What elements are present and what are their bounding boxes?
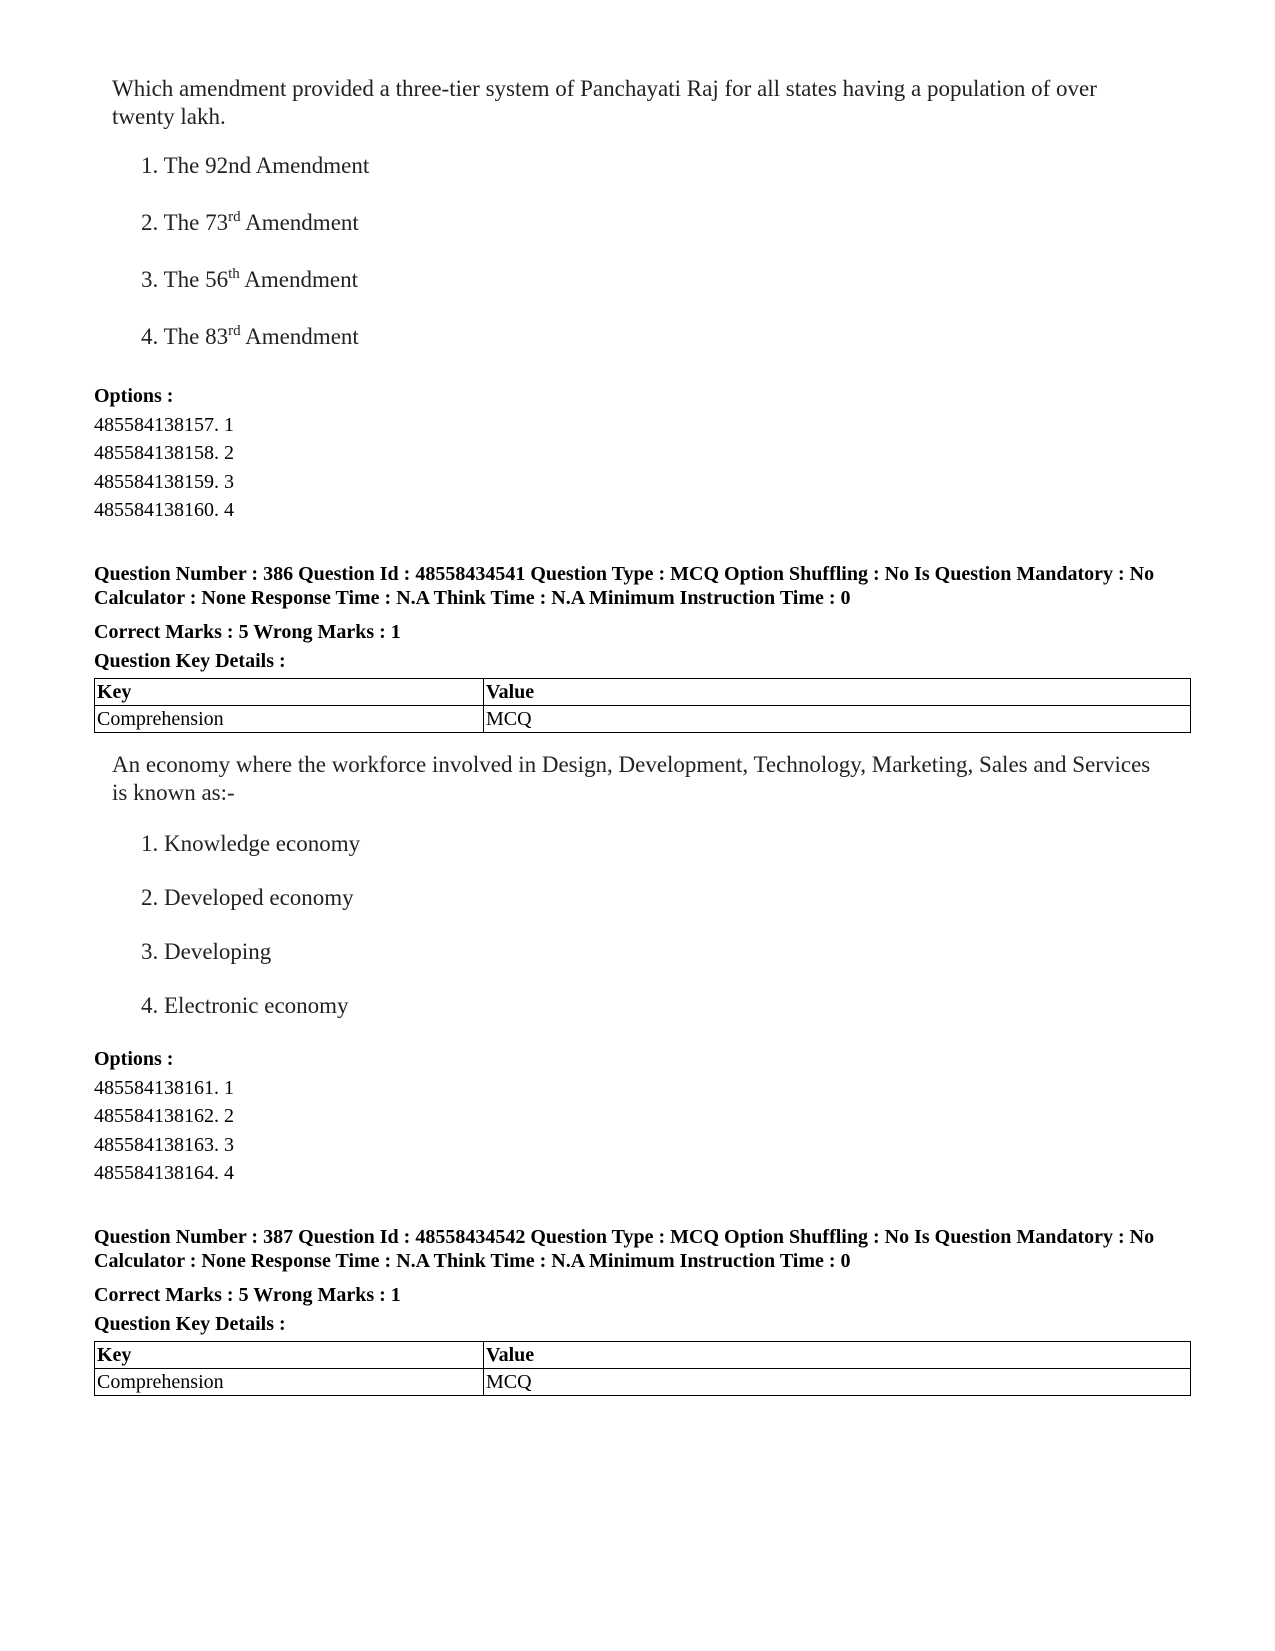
question-text: An economy where the workforce involved in Design, Development, Technology, Marketing, Sales and Services is known as:- bbox=[112, 752, 1151, 805]
choice-3 bbox=[141, 267, 358, 293]
key-details-label: Question Key Details : bbox=[94, 1313, 286, 1335]
choice-4 bbox=[141, 324, 359, 350]
option-id: 485584138159. 3 bbox=[94, 471, 234, 493]
choice-superscript: th bbox=[228, 266, 240, 282]
marks: Correct Marks : 5 Wrong Marks : 1 bbox=[94, 1284, 401, 1306]
key-details-label: Question Key Details : bbox=[94, 650, 286, 672]
option-id: 485584138160. 4 bbox=[94, 499, 234, 521]
table-header-value: Value bbox=[484, 1342, 1191, 1369]
question-meta: Question Number : 387 Question Id : 48558434542 Question Type : MCQ Option Shuffling : No Is Question Mandatory : No Calculator : None Response Time : N.A Think Time : N.A Minimum Instruction Time : 0 bbox=[94, 1226, 1155, 1272]
choice-text-suffix: Amendment bbox=[240, 324, 359, 349]
table-row bbox=[95, 1369, 1191, 1396]
question-meta: Question Number : 386 Question Id : 48558434541 Question Type : MCQ Option Shuffling : No Is Question Mandatory : No Calculator : None Response Time : N.A Think Time : N.A Minimum Instruction Time : 0 bbox=[94, 563, 1155, 609]
table-cell-key: Comprehension bbox=[95, 706, 484, 733]
option-id: 485584138162. 2 bbox=[94, 1105, 234, 1127]
options-label: Options : bbox=[94, 385, 174, 407]
choice-superscript: rd bbox=[228, 209, 241, 225]
choice-number: 2. bbox=[141, 210, 159, 235]
marks: Correct Marks : 5 Wrong Marks : 1 bbox=[94, 621, 401, 643]
choice-1: 1. Knowledge economy bbox=[141, 831, 361, 856]
table-header-key: Key bbox=[95, 679, 484, 706]
table-header-row bbox=[95, 679, 1191, 706]
choice-2 bbox=[141, 210, 359, 236]
choice-4: 4. Electronic economy bbox=[141, 993, 349, 1018]
choice-text: The 73 bbox=[163, 210, 229, 235]
option-id: 485584138164. 4 bbox=[94, 1162, 234, 1184]
options-label: Options : bbox=[94, 1048, 174, 1070]
choice-text: The 92nd Amendment bbox=[163, 153, 370, 178]
table-row bbox=[95, 706, 1191, 733]
choice-number: 1. bbox=[141, 153, 159, 178]
table-header-row bbox=[95, 1342, 1191, 1369]
option-id: 485584138161. 1 bbox=[94, 1077, 234, 1099]
option-id: 485584138157. 1 bbox=[94, 414, 234, 436]
question-text: Which amendment provided a three-tier system of Panchayati Raj for all states having a population of over twenty lakh. bbox=[112, 76, 1097, 129]
choice-number: 3. bbox=[141, 267, 159, 292]
choice-number: 4. bbox=[141, 324, 159, 349]
choice-text: The 83 bbox=[163, 324, 229, 349]
table-cell-key: Comprehension bbox=[95, 1369, 484, 1396]
choice-1 bbox=[141, 153, 369, 179]
key-details-table bbox=[94, 678, 1191, 733]
choice-superscript: rd bbox=[228, 323, 241, 339]
table-cell-value: MCQ bbox=[484, 706, 1191, 733]
choice-text-suffix: Amendment bbox=[239, 267, 358, 292]
key-details-table bbox=[94, 1341, 1191, 1396]
choice-text: The 56 bbox=[163, 267, 229, 292]
table-header-value: Value bbox=[484, 679, 1191, 706]
table-header-key: Key bbox=[95, 1342, 484, 1369]
option-id: 485584138158. 2 bbox=[94, 442, 234, 464]
option-id: 485584138163. 3 bbox=[94, 1134, 234, 1156]
table-cell-value: MCQ bbox=[484, 1369, 1191, 1396]
choice-text-suffix: Amendment bbox=[240, 210, 359, 235]
choice-3: 3. Developing bbox=[141, 939, 272, 964]
choice-2: 2. Developed economy bbox=[141, 885, 354, 910]
